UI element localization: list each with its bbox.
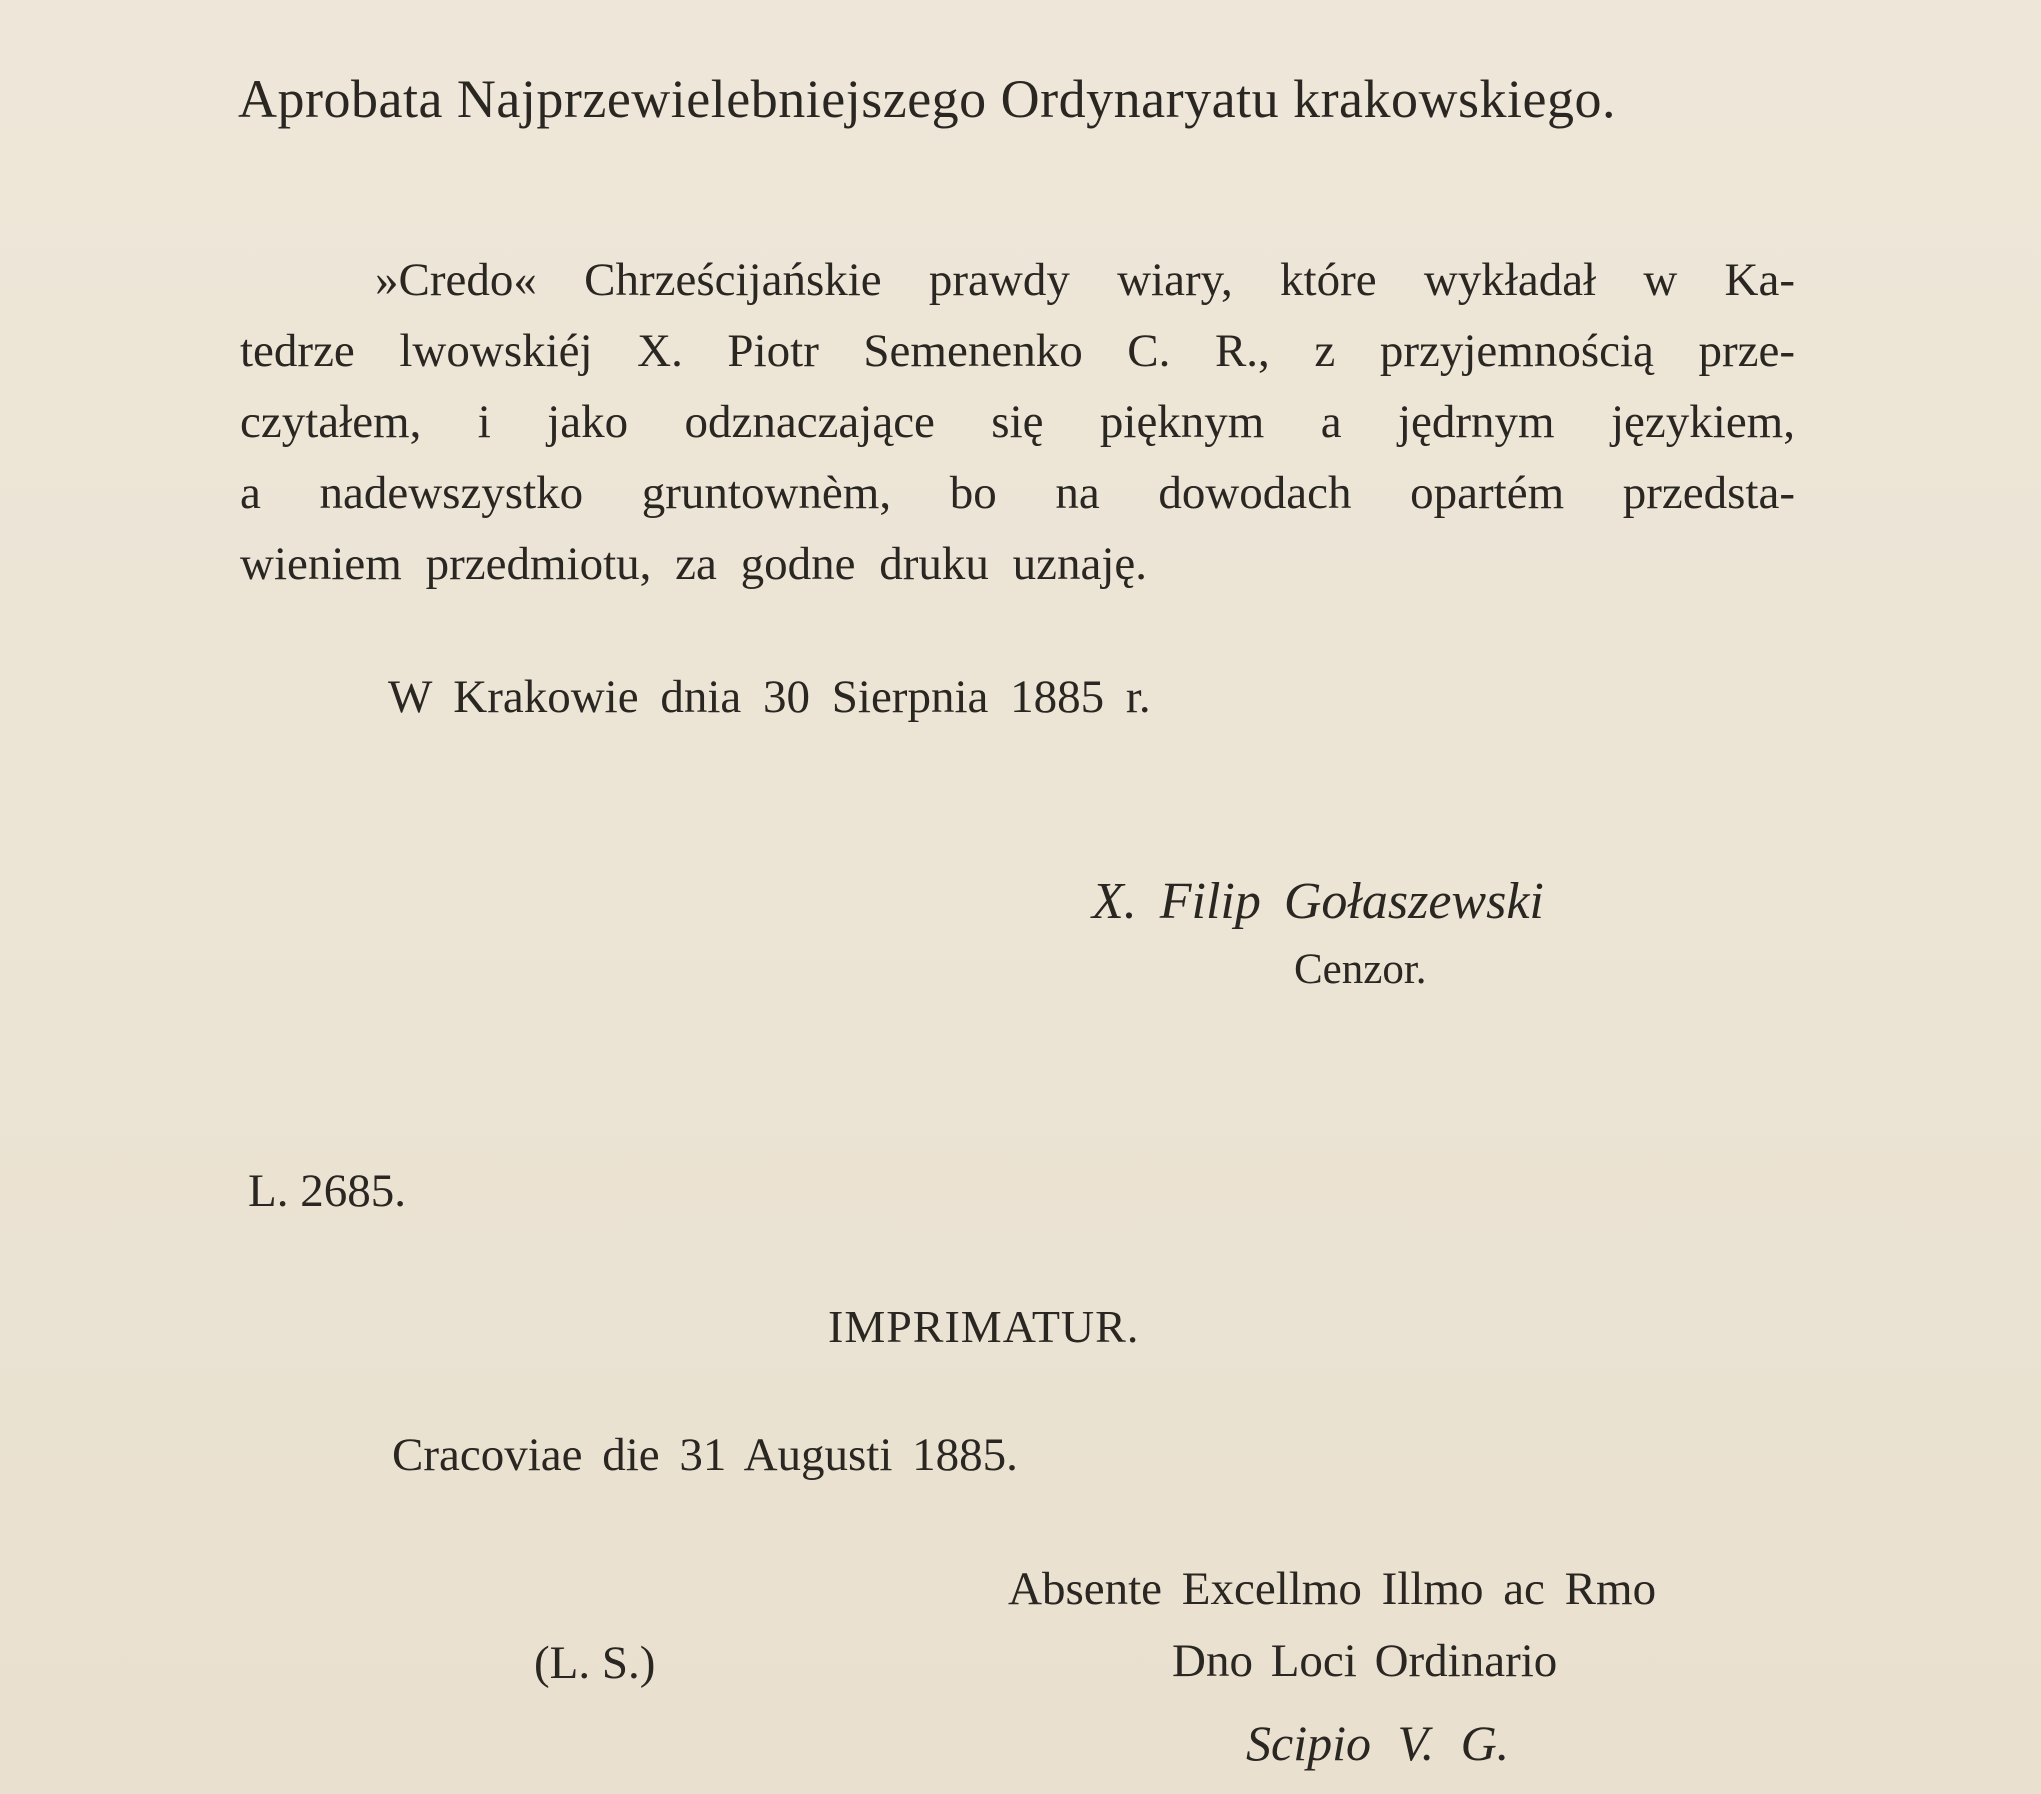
approval-heading: Aprobata Najprzewielebniejszego Ordynaryatu krakowskiego. [238, 69, 1616, 129]
seal-mark: (L. S.) [534, 1637, 656, 1689]
approval-line-2: Dno Loci Ordinario [1172, 1635, 1558, 1687]
imprimatur-heading: IMPRIMATUR. [828, 1301, 1140, 1352]
censor-signature: X. Filip Gołaszewski [1092, 873, 1544, 930]
censor-title: Cenzor. [1294, 946, 1427, 993]
paragraph-line-3: czytałem, i jako odznaczające się pięknym a jędrnym językiem, [240, 396, 1795, 448]
reference-number: L. 2685. [248, 1165, 406, 1217]
approval-signature: Scipio V. G. [1246, 1715, 1510, 1771]
paragraph-line-5: wieniem przedmiotu, za godne druku uznaję. [240, 538, 1148, 590]
paragraph-line-1: »Credo« Chrześcijańskie prawdy wiary, które wykładał w Ka- [375, 254, 1795, 306]
date-polish: W Krakowie dnia 30 Sierpnia 1885 r. [388, 671, 1151, 723]
approval-line-1: Absente Excellmo Illmo ac Rmo [1008, 1563, 1657, 1615]
date-latin: Cracoviae die 31 Augusti 1885. [392, 1429, 1018, 1481]
paragraph-line-2: tedrze lwowskiéj X. Piotr Semenenko C. R., z przyjemnością prze- [240, 325, 1795, 377]
paragraph-line-4: a nadewszystko gruntownèm, bo na dowodach opartém przedsta- [240, 467, 1795, 519]
approval-paragraph [240, 245, 1795, 600]
